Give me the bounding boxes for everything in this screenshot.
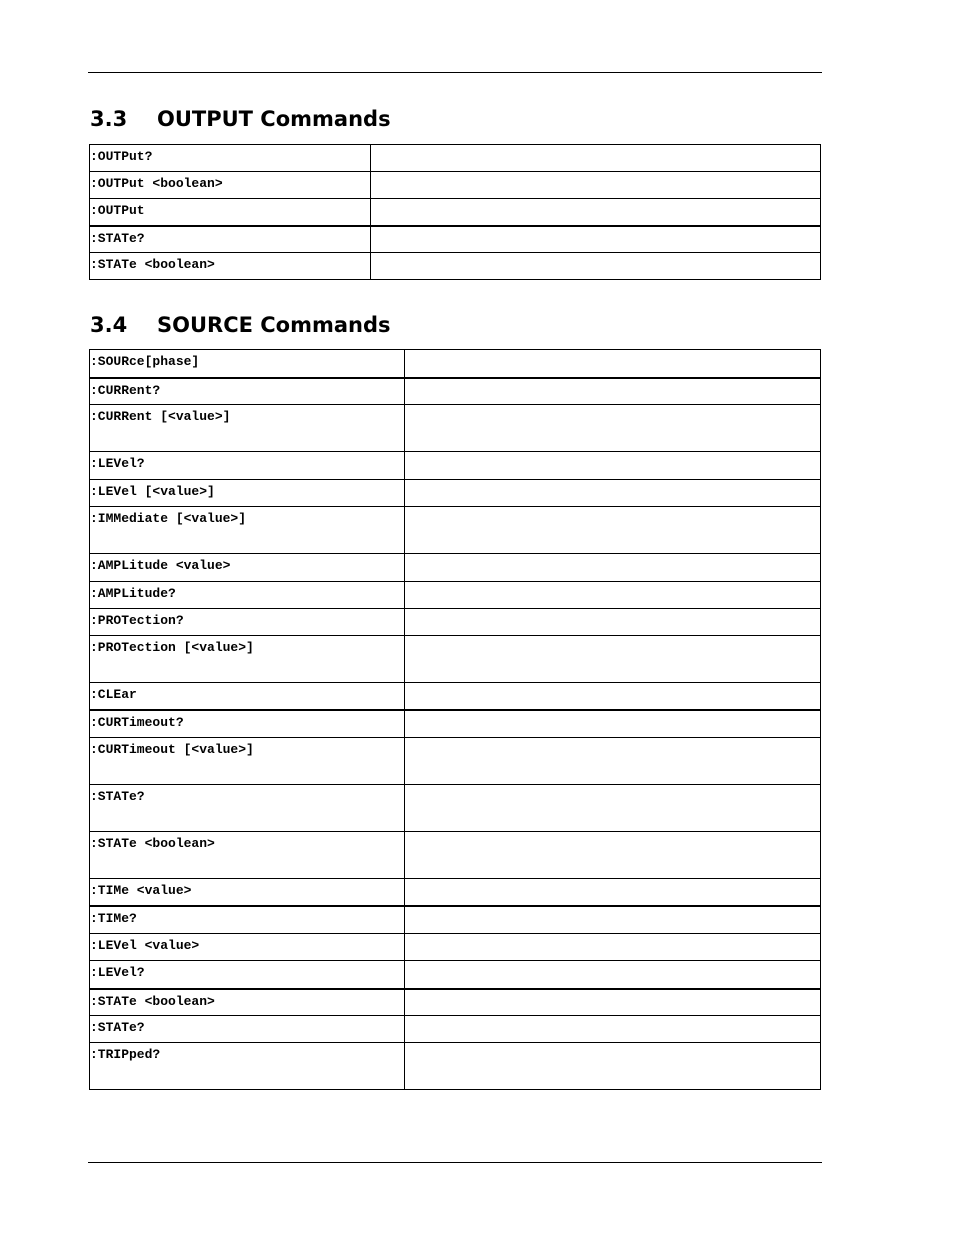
command-cell (90, 636, 405, 683)
description-cell (371, 199, 821, 226)
command-cell (90, 554, 405, 582)
table-row (90, 934, 821, 961)
description-cell (405, 961, 821, 989)
table-row (90, 582, 821, 609)
table-row (90, 480, 821, 507)
command-cell (90, 253, 371, 280)
table-row (90, 879, 821, 906)
table-row (90, 1016, 821, 1043)
command-cell (90, 480, 405, 507)
section-heading-output (90, 107, 391, 131)
description-cell (405, 934, 821, 961)
command-cell (90, 832, 405, 879)
command-text: :AMPLitude <value> (90, 558, 231, 573)
command-text: :STATe <boolean> (90, 257, 215, 272)
command-cell (90, 1016, 405, 1043)
command-text: :OUTPut (90, 203, 145, 218)
command-text: :TIMe? (90, 910, 137, 926)
description-cell (371, 172, 821, 199)
command-text: :PROTection [<value>] (90, 640, 254, 655)
command-cell (90, 785, 405, 832)
command-text: :LEVel? (90, 965, 145, 980)
table-row (90, 832, 821, 879)
command-cell (90, 452, 405, 480)
description-cell (405, 378, 821, 405)
command-text: :STATe <boolean> (90, 993, 215, 1009)
command-text: :STATe? (90, 789, 145, 804)
command-text: :AMPLitude? (90, 586, 176, 601)
command-text: :CURTimeout [<value>] (90, 742, 254, 757)
command-text: :LEVel? (90, 456, 145, 471)
footer-rule (88, 1162, 822, 1163)
command-text: :IMMediate [<value>] (90, 511, 247, 526)
table-row (90, 710, 821, 738)
command-cell (90, 350, 405, 378)
table-row (90, 405, 821, 452)
section-number: 3.3 (90, 107, 128, 131)
command-text: :LEVel [<value>] (90, 484, 215, 499)
table-row (90, 906, 821, 934)
command-cell (90, 582, 405, 609)
table-row (90, 199, 821, 226)
command-cell (90, 710, 405, 738)
table-row (90, 378, 821, 405)
table-row (90, 253, 821, 280)
command-cell (90, 507, 405, 554)
table-row (90, 226, 821, 253)
command-text: :CURRent [<value>] (90, 409, 231, 424)
header-rule (88, 72, 822, 73)
description-cell (371, 226, 821, 253)
command-text: :LEVel <value> (90, 938, 200, 953)
description-cell (371, 145, 821, 172)
description-cell (405, 609, 821, 636)
command-text: :CURTimeout? (90, 714, 184, 730)
command-cell (90, 738, 405, 785)
description-cell (405, 480, 821, 507)
section-number: 3.4 (90, 313, 128, 337)
description-cell (405, 636, 821, 683)
command-cell (90, 989, 405, 1016)
table-row (90, 989, 821, 1016)
description-cell (405, 1043, 821, 1090)
table-row (90, 636, 821, 683)
command-text: :CLEar (90, 687, 137, 702)
section-title: OUTPUT Commands (157, 107, 391, 131)
command-cell (90, 609, 405, 636)
description-cell (405, 906, 821, 934)
table-row (90, 961, 821, 989)
command-text: :OUTPut? (90, 149, 153, 164)
table-row (90, 609, 821, 636)
command-cell (90, 934, 405, 961)
description-cell (405, 738, 821, 785)
table-row (90, 1043, 821, 1090)
command-cell (90, 226, 371, 253)
description-cell (405, 785, 821, 832)
command-cell (90, 1043, 405, 1090)
table-row (90, 172, 821, 199)
command-cell (90, 906, 405, 934)
table-row (90, 785, 821, 832)
description-cell (405, 452, 821, 480)
command-cell (90, 683, 405, 710)
command-cell (90, 961, 405, 989)
description-cell (405, 683, 821, 710)
command-cell (90, 405, 405, 452)
table-row (90, 683, 821, 710)
table-row (90, 145, 821, 172)
description-cell (405, 507, 821, 554)
description-cell (405, 582, 821, 609)
description-cell (405, 710, 821, 738)
command-text: :STATe? (90, 1020, 145, 1035)
table-row (90, 452, 821, 480)
table-row (90, 554, 821, 582)
table-row (90, 350, 821, 378)
command-text: :CURRent? (90, 382, 161, 398)
description-cell (405, 405, 821, 452)
command-text: :PROTection? (90, 613, 184, 628)
command-cell (90, 378, 405, 405)
command-cell (90, 879, 405, 906)
command-text: :SOURce[phase] (90, 354, 200, 369)
command-cell (90, 199, 371, 226)
table-row (90, 738, 821, 785)
description-cell (405, 989, 821, 1016)
command-text: :TIMe <value> (90, 883, 192, 898)
command-cell (90, 145, 371, 172)
command-text: :STATe <boolean> (90, 836, 215, 851)
description-cell (405, 879, 821, 906)
description-cell (405, 554, 821, 582)
section-title: SOURCE Commands (157, 313, 391, 337)
output-commands-table (89, 144, 821, 280)
table-row (90, 507, 821, 554)
command-text: :OUTPut <boolean> (90, 176, 223, 191)
command-cell (90, 172, 371, 199)
command-text: :TRIPped? (90, 1047, 161, 1062)
description-cell (371, 253, 821, 280)
description-cell (405, 1016, 821, 1043)
source-commands-table (89, 349, 821, 1090)
section-heading-source (90, 313, 391, 337)
description-cell (405, 832, 821, 879)
command-text: :STATe? (90, 230, 145, 246)
description-cell (405, 350, 821, 378)
